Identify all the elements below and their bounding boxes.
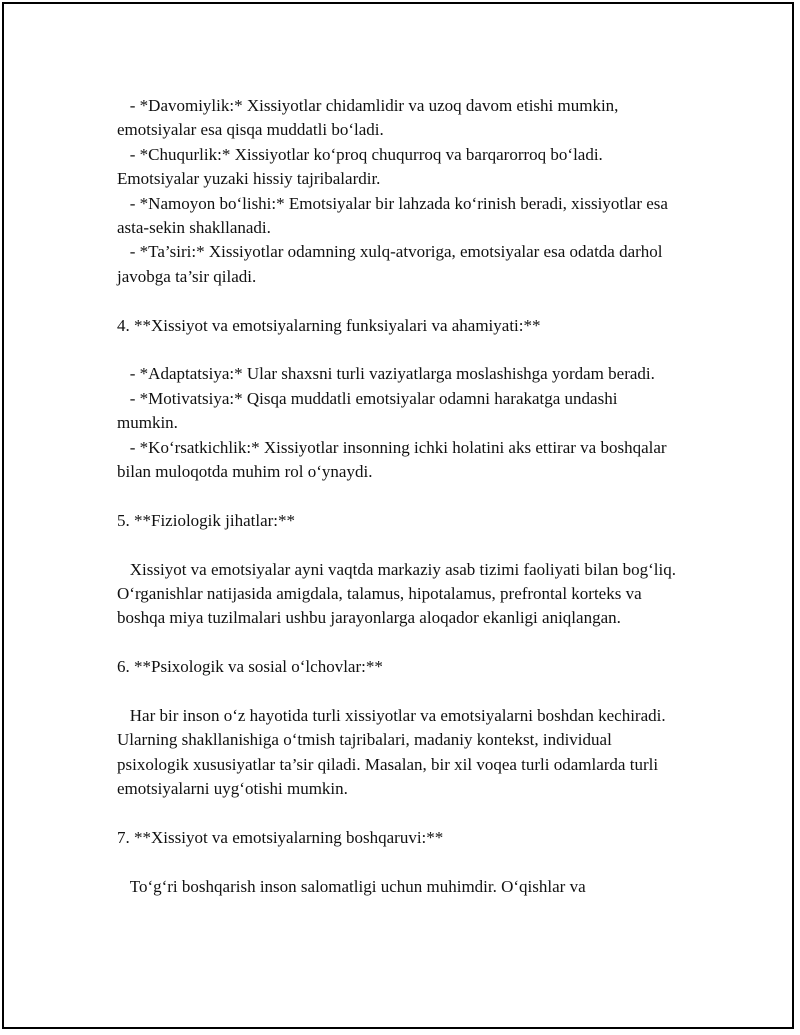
blank-line [117,680,677,704]
heading-section-4: 4. **Xissiyot va emotsiyalarning funksiyalari va ahamiyati:** [117,315,541,335]
bullet-adaptatsiya: - *Adaptatsiya:* Ular shaxsni turli vaziyatlarga moslashishga yordam beradi. [117,364,655,384]
blank-line [117,802,677,826]
blank-line [117,533,677,557]
heading-section-6: 6. **Psixologik va sosial o‘lchovlar:** [117,657,383,677]
bullet-namoyon-bolishi: - *Namoyon bo‘lishi:* Emotsiyalar bir lahzada ko‘rinish beradi, xissiyotlar esa asta-sekin shakllanadi. [117,193,673,238]
paragraph-fiziologik: Xissiyot va emotsiyalar ayni vaqtda markaziy asab tizimi faoliyati bilan bog‘liq. O‘rganishlar natijasida amigdala, talamus, hipotalamus, prefrontal korteks va boshqa miya tuzilmalari ushbu jarayonlarga aloqador ekanligi aniqlangan. [117,559,681,628]
bullet-chuqurlik: - *Chuqurlik:* Xissiyotlar ko‘proq chuqurroq va barqarorroq bo‘ladi. Emotsiyalar yuzaki hissiy tajribalardir. [117,144,608,189]
blank-line [117,850,677,874]
bullet-motivatsiya: - *Motivatsiya:* Qisqa muddatli emotsiyalar odamni harakatga undashi mumkin. [117,388,622,433]
blank-line [117,484,677,508]
heading-section-5: 5. **Fiziologik jihatlar:** [117,510,296,530]
document-body [117,94,681,899]
blank-line [117,631,677,655]
bullet-davomiylik: - *Davomiylik:* Xissiyotlar chidamlidir va uzoq davom etishi mumkin, emotsiyalar esa qisqa muddatli bo‘ladi. [117,96,623,140]
paragraph-boshqaruv: To‘g‘ri boshqarish inson salomatligi uchun muhimdir. O‘qishlar va [117,876,586,896]
blank-line [117,289,677,313]
paragraph-psixologik: Har bir inson o‘z hayotida turli xissiyotlar va emotsiyalarni boshdan kechiradi. Ularning shakllanishiga o‘tmish tajribalari, madaniy kontekst, individual psixologik xususiyatlar ta’sir qiladi. Masalan, bir xil voqea turli odamlarda turli emotsiyalarni uyg‘otishi mumkin. [117,706,670,799]
blank-line [117,338,677,362]
bullet-tasiri: - *Ta’siri:* Xissiyotlar odamning xulq-atvoriga, emotsiyalar esa odatda darhol javobga ta’sir qiladi. [117,242,667,286]
bullet-korsatkichlik: - *Ko‘rsatkichlik:* Xissiyotlar insonning ichki holatini aks ettirar va boshqalar bilan muloqotda muhim rol o‘ynaydi. [117,437,671,482]
heading-section-7: 7. **Xissiyot va emotsiyalarning boshqaruvi:** [117,828,444,848]
